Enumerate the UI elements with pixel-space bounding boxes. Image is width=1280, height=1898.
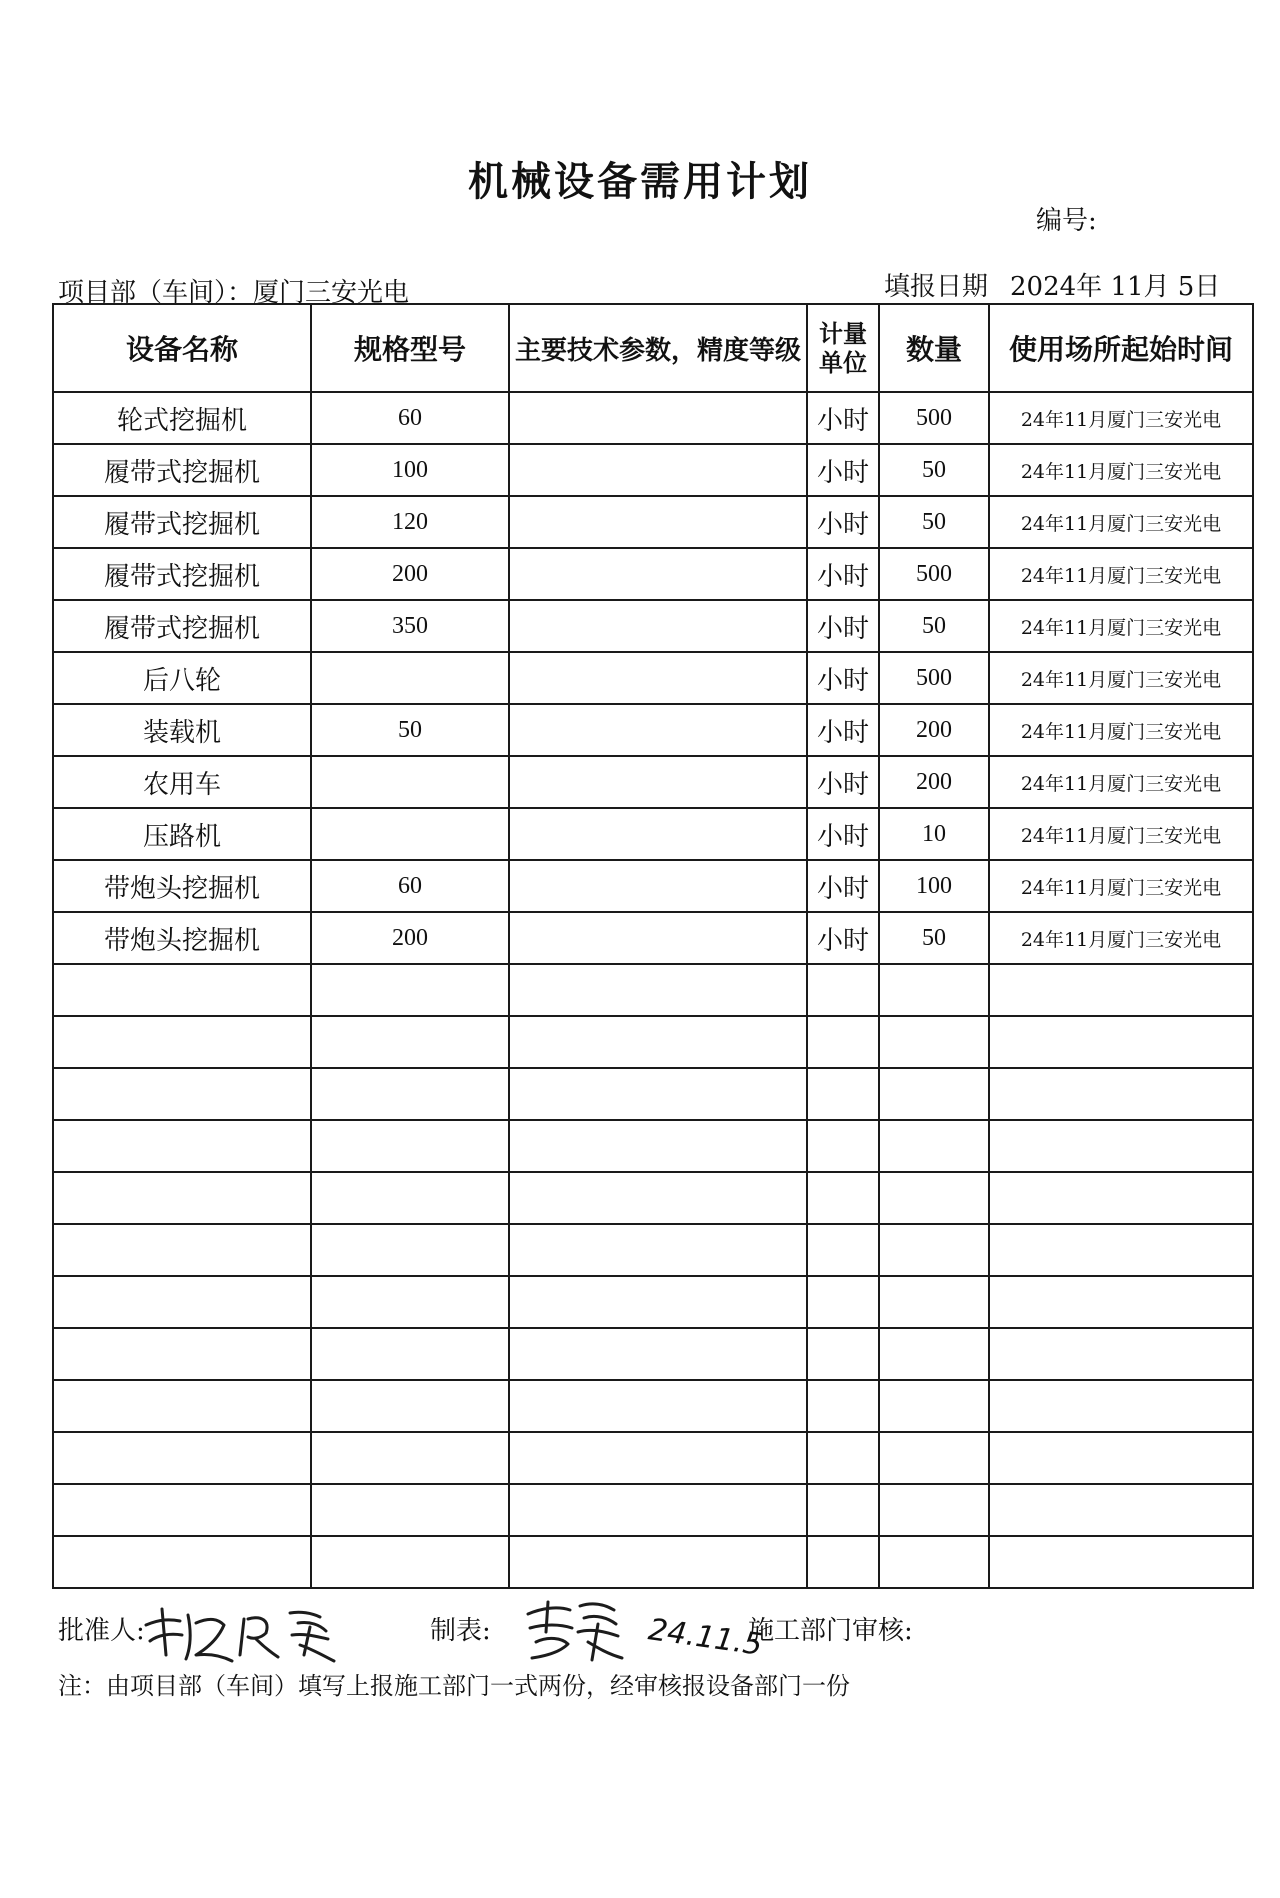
empty-cell	[53, 1120, 311, 1172]
cell-unit: 小时	[807, 600, 879, 652]
approver-signature	[140, 1605, 350, 1667]
empty-cell	[989, 1120, 1253, 1172]
empty-cell	[53, 1536, 311, 1588]
empty-table-row	[53, 1276, 1253, 1328]
cell-spec-model	[311, 652, 509, 704]
empty-table-row	[53, 964, 1253, 1016]
cell-location-time: 24年11月厦门三安光电	[989, 600, 1253, 652]
empty-cell	[989, 964, 1253, 1016]
empty-cell	[53, 1172, 311, 1224]
empty-cell	[311, 1224, 509, 1276]
cell-unit: 小时	[807, 652, 879, 704]
empty-cell	[807, 1224, 879, 1276]
cell-quantity: 500	[879, 392, 989, 444]
footnote: 注：由项目部（车间）填写上报施工部门一式两份，经审核报设备部门一份	[58, 1672, 850, 1700]
cell-equipment-name: 压路机	[53, 808, 311, 860]
cell-spec-model: 60	[311, 860, 509, 912]
cell-unit: 小时	[807, 912, 879, 964]
empty-cell	[311, 1120, 509, 1172]
header-unit-line2: 单位	[819, 348, 867, 377]
empty-cell	[989, 1224, 1253, 1276]
cell-unit: 小时	[807, 704, 879, 756]
cell-spec-model: 200	[311, 912, 509, 964]
header-quantity: 数量	[879, 304, 989, 392]
cell-technical-params	[509, 808, 807, 860]
empty-cell	[989, 1172, 1253, 1224]
empty-cell	[989, 1016, 1253, 1068]
empty-table-row	[53, 1120, 1253, 1172]
empty-cell	[53, 1432, 311, 1484]
empty-cell	[311, 1380, 509, 1432]
empty-cell	[509, 1432, 807, 1484]
cell-unit: 小时	[807, 808, 879, 860]
empty-cell	[53, 1276, 311, 1328]
cell-location-time: 24年11月厦门三安光电	[989, 912, 1253, 964]
empty-table-row	[53, 1224, 1253, 1276]
empty-cell	[807, 1432, 879, 1484]
empty-cell	[807, 1276, 879, 1328]
empty-cell	[989, 1432, 1253, 1484]
empty-cell	[509, 964, 807, 1016]
header-equipment-name: 设备名称	[53, 304, 311, 392]
cell-location-time: 24年11月厦门三安光电	[989, 652, 1253, 704]
cell-equipment-name: 轮式挖掘机	[53, 392, 311, 444]
empty-cell	[509, 1484, 807, 1536]
table-row	[53, 808, 1253, 860]
cell-spec-model	[311, 756, 509, 808]
approver-label: 批准人:	[58, 1616, 145, 1646]
cell-spec-model: 200	[311, 548, 509, 600]
cell-spec-model: 100	[311, 444, 509, 496]
empty-cell	[53, 1016, 311, 1068]
table-row	[53, 600, 1253, 652]
cell-technical-params	[509, 704, 807, 756]
empty-cell	[53, 1380, 311, 1432]
cell-technical-params	[509, 860, 807, 912]
table-row	[53, 392, 1253, 444]
empty-cell	[807, 1380, 879, 1432]
empty-cell	[879, 1172, 989, 1224]
table-row	[53, 704, 1253, 756]
empty-table-row	[53, 1016, 1253, 1068]
empty-cell	[989, 1328, 1253, 1380]
empty-cell	[879, 1536, 989, 1588]
empty-cell	[509, 1224, 807, 1276]
empty-cell	[509, 1172, 807, 1224]
empty-cell	[879, 1432, 989, 1484]
cell-quantity: 500	[879, 652, 989, 704]
cell-equipment-name: 履带式挖掘机	[53, 444, 311, 496]
cell-spec-model	[311, 808, 509, 860]
cell-unit: 小时	[807, 496, 879, 548]
table-header-row	[53, 304, 1253, 392]
empty-table-row	[53, 1536, 1253, 1588]
cell-spec-model: 60	[311, 392, 509, 444]
cell-location-time: 24年11月厦门三安光电	[989, 756, 1253, 808]
empty-cell	[509, 1120, 807, 1172]
cell-location-time: 24年11月厦门三安光电	[989, 444, 1253, 496]
empty-cell	[807, 1484, 879, 1536]
cell-unit: 小时	[807, 392, 879, 444]
cell-technical-params	[509, 392, 807, 444]
header-technical-params: 主要技术参数，精度等级	[509, 304, 807, 392]
cell-equipment-name: 履带式挖掘机	[53, 600, 311, 652]
empty-table-row	[53, 1172, 1253, 1224]
empty-cell	[879, 1328, 989, 1380]
cell-unit: 小时	[807, 548, 879, 600]
empty-cell	[53, 964, 311, 1016]
empty-cell	[311, 1276, 509, 1328]
cell-equipment-name: 后八轮	[53, 652, 311, 704]
empty-cell	[53, 1068, 311, 1120]
cell-equipment-name: 履带式挖掘机	[53, 548, 311, 600]
cell-unit: 小时	[807, 756, 879, 808]
table-row	[53, 652, 1253, 704]
project-department: 项目部（车间）：厦门三安光电	[58, 278, 410, 308]
header-unit-line1: 计量	[819, 319, 867, 348]
cell-location-time: 24年11月厦门三安光电	[989, 808, 1253, 860]
empty-cell	[509, 1380, 807, 1432]
cell-technical-params	[509, 496, 807, 548]
maker-label: 制表:	[430, 1616, 491, 1646]
empty-cell	[509, 1068, 807, 1120]
empty-cell	[807, 1068, 879, 1120]
cell-quantity: 200	[879, 704, 989, 756]
maker-signature	[518, 1598, 628, 1668]
empty-cell	[989, 1536, 1253, 1588]
cell-spec-model: 50	[311, 704, 509, 756]
empty-cell	[989, 1484, 1253, 1536]
empty-cell	[879, 1068, 989, 1120]
empty-cell	[53, 1484, 311, 1536]
empty-cell	[807, 1172, 879, 1224]
empty-table-row	[53, 1068, 1253, 1120]
empty-cell	[509, 1536, 807, 1588]
cell-location-time: 24年11月厦门三安光电	[989, 704, 1253, 756]
cell-equipment-name: 装载机	[53, 704, 311, 756]
header-spec-model: 规格型号	[311, 304, 509, 392]
cell-technical-params	[509, 444, 807, 496]
cell-unit: 小时	[807, 444, 879, 496]
empty-cell	[311, 964, 509, 1016]
cell-technical-params	[509, 652, 807, 704]
cell-quantity: 500	[879, 548, 989, 600]
cell-equipment-name: 农用车	[53, 756, 311, 808]
cell-spec-model: 350	[311, 600, 509, 652]
cell-technical-params	[509, 600, 807, 652]
empty-cell	[509, 1016, 807, 1068]
empty-cell	[509, 1328, 807, 1380]
cell-equipment-name: 履带式挖掘机	[53, 496, 311, 548]
empty-cell	[807, 964, 879, 1016]
empty-cell	[879, 1276, 989, 1328]
empty-table-row	[53, 1328, 1253, 1380]
page-title: 机械设备需用计划	[468, 158, 812, 205]
cell-quantity: 50	[879, 444, 989, 496]
cell-equipment-name: 带炮头挖掘机	[53, 860, 311, 912]
audit-label: 施工部门审核:	[748, 1616, 913, 1646]
empty-cell	[879, 1016, 989, 1068]
empty-cell	[879, 964, 989, 1016]
table-body	[53, 392, 1253, 1588]
cell-equipment-name: 带炮头挖掘机	[53, 912, 311, 964]
empty-table-row	[53, 1380, 1253, 1432]
empty-cell	[311, 1068, 509, 1120]
table-row	[53, 444, 1253, 496]
empty-cell	[311, 1328, 509, 1380]
equipment-plan-table	[52, 303, 1254, 1589]
maker-date: 24.11.5	[646, 1612, 765, 1663]
header-unit	[807, 304, 879, 392]
empty-cell	[807, 1536, 879, 1588]
cell-quantity: 10	[879, 808, 989, 860]
empty-cell	[509, 1276, 807, 1328]
empty-table-row	[53, 1432, 1253, 1484]
fill-date-value: 2024年 11月 5日	[1010, 272, 1221, 302]
cell-location-time: 24年11月厦门三安光电	[989, 860, 1253, 912]
empty-cell	[311, 1016, 509, 1068]
cell-unit: 小时	[807, 860, 879, 912]
cell-technical-params	[509, 912, 807, 964]
empty-cell	[807, 1328, 879, 1380]
empty-cell	[311, 1432, 509, 1484]
empty-cell	[53, 1328, 311, 1380]
empty-cell	[879, 1120, 989, 1172]
empty-cell	[989, 1068, 1253, 1120]
cell-technical-params	[509, 756, 807, 808]
serial-number-label: 编号:	[1036, 206, 1097, 236]
cell-quantity: 50	[879, 600, 989, 652]
fill-date-label: 填报日期	[884, 272, 989, 302]
empty-table-row	[53, 1484, 1253, 1536]
empty-cell	[807, 1120, 879, 1172]
cell-quantity: 200	[879, 756, 989, 808]
cell-quantity: 50	[879, 912, 989, 964]
cell-quantity: 100	[879, 860, 989, 912]
cell-location-time: 24年11月厦门三安光电	[989, 548, 1253, 600]
fill-date	[884, 266, 1220, 303]
empty-cell	[989, 1380, 1253, 1432]
table-row	[53, 548, 1253, 600]
cell-location-time: 24年11月厦门三安光电	[989, 392, 1253, 444]
cell-location-time: 24年11月厦门三安光电	[989, 496, 1253, 548]
table-row	[53, 912, 1253, 964]
table-row	[53, 496, 1253, 548]
header-location-time: 使用场所起始时间	[989, 304, 1253, 392]
cell-technical-params	[509, 548, 807, 600]
cell-quantity: 50	[879, 496, 989, 548]
table-row	[53, 756, 1253, 808]
empty-cell	[879, 1224, 989, 1276]
empty-cell	[311, 1536, 509, 1588]
empty-cell	[311, 1172, 509, 1224]
empty-cell	[311, 1484, 509, 1536]
cell-spec-model: 120	[311, 496, 509, 548]
empty-cell	[53, 1224, 311, 1276]
empty-cell	[807, 1016, 879, 1068]
empty-cell	[879, 1380, 989, 1432]
empty-cell	[989, 1276, 1253, 1328]
empty-cell	[879, 1484, 989, 1536]
table-row	[53, 860, 1253, 912]
